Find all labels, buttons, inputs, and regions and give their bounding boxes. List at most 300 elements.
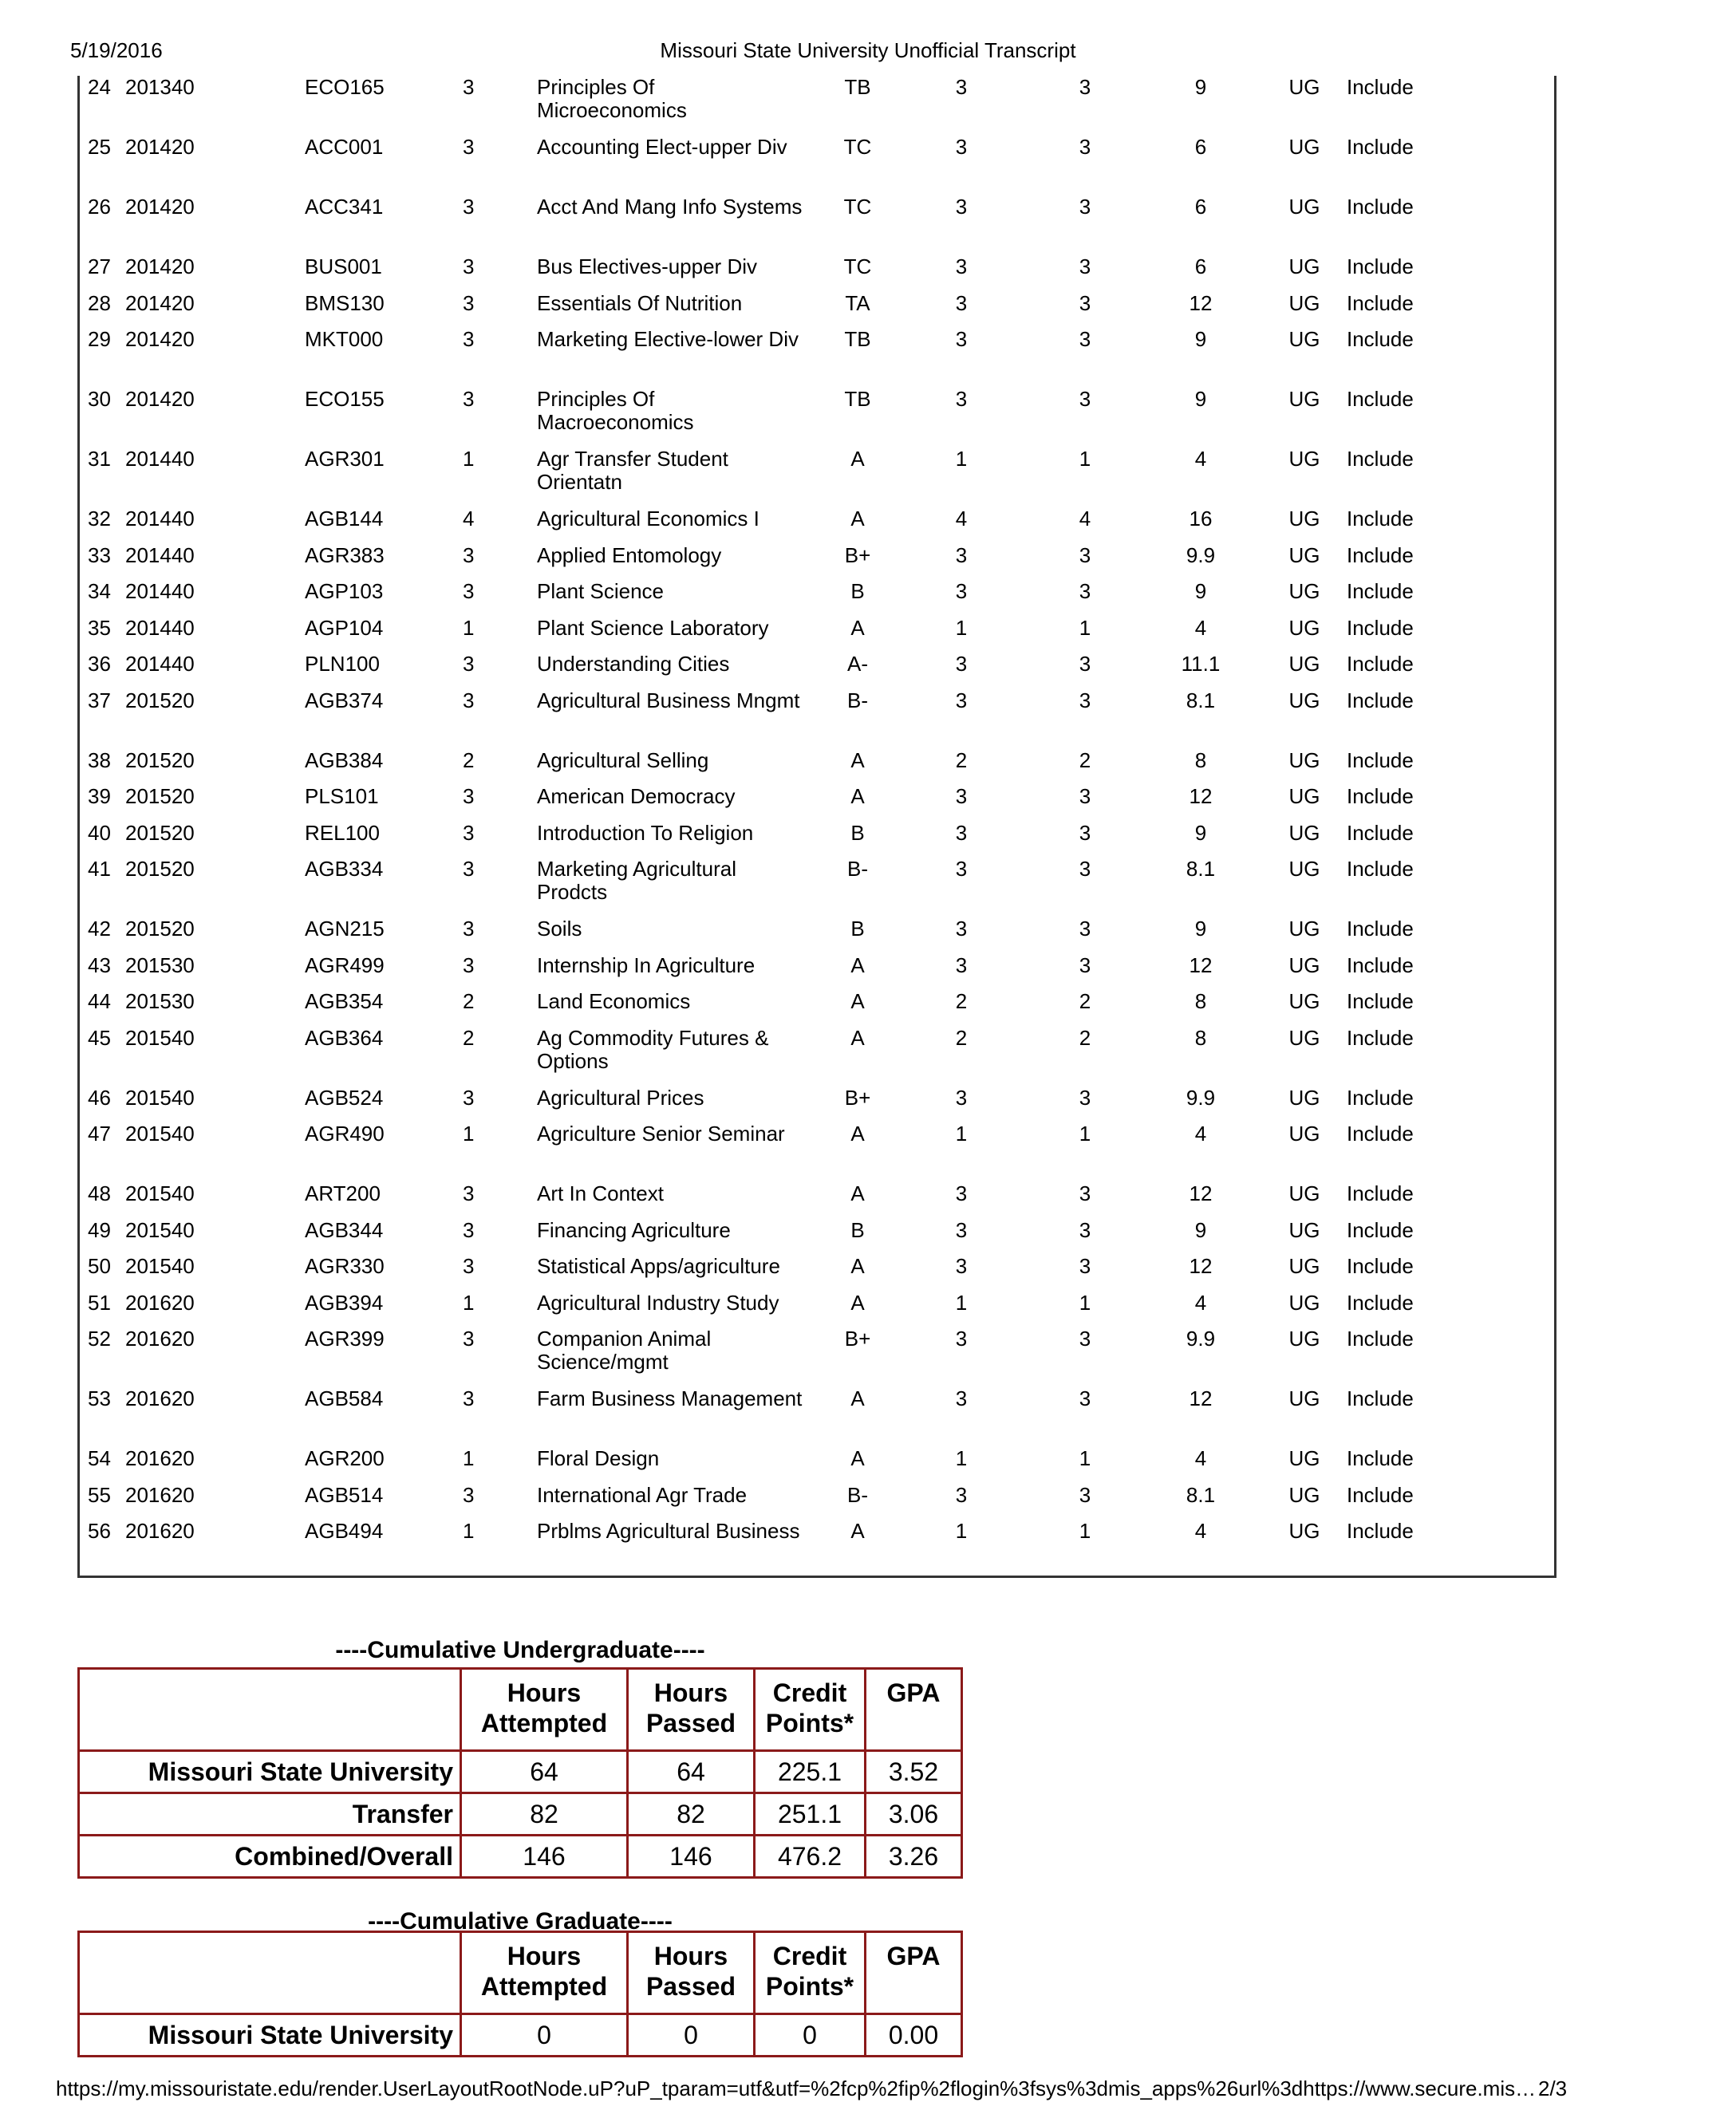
course-term: 201620: [125, 1290, 195, 1315]
course-grade: B+: [844, 1327, 871, 1351]
course-credits: 3: [463, 820, 475, 845]
course-credits: 3: [463, 387, 475, 411]
course-grade: TB: [844, 327, 871, 351]
course-grade: A: [850, 747, 865, 772]
course-level: UG: [1288, 507, 1320, 530]
header-passed: Hours Passed: [628, 1669, 755, 1751]
course-grade: TC: [843, 135, 872, 159]
course-number: 26: [88, 195, 111, 219]
course-grade: A: [850, 989, 865, 1013]
course-title: Agricultural Prices: [537, 1085, 704, 1110]
course-term: 201420: [125, 387, 195, 411]
course-row: [80, 1255, 1554, 1292]
course-grade: A: [850, 1446, 865, 1470]
course-status: Include: [1347, 1386, 1414, 1410]
course-hours-passed: 3: [1079, 1181, 1091, 1205]
course-level: UG: [1288, 1217, 1320, 1242]
course-term: 201440: [125, 652, 195, 676]
course-row: [80, 1087, 1554, 1123]
course-grade: B-: [847, 857, 868, 881]
row-passed: 82: [628, 1793, 755, 1836]
course-credit-points: 8.1: [1186, 857, 1216, 881]
course-number: 43: [88, 952, 111, 977]
course-title: Bus Electives-upper Div: [537, 254, 757, 278]
print-date: 5/19/2016: [70, 38, 163, 62]
header-blank: [79, 1669, 461, 1751]
course-number: 36: [88, 652, 111, 676]
course-term: 201520: [125, 784, 195, 808]
header-gpa: GPA: [866, 1669, 962, 1751]
course-hours-attempted: 3: [955, 1254, 968, 1278]
course-level: UG: [1288, 327, 1320, 351]
course-grade: A: [850, 1254, 865, 1278]
course-level: UG: [1288, 1122, 1320, 1146]
course-title: Plant Science Laboratory: [537, 615, 769, 640]
course-credits: 1: [463, 1122, 475, 1146]
course-code: BMS130: [305, 290, 385, 315]
course-credits: 3: [463, 1327, 475, 1351]
course-hours-attempted: 3: [955, 1327, 968, 1351]
course-hours-passed: 3: [1079, 1217, 1091, 1242]
course-hours-attempted: 1: [955, 1519, 968, 1543]
course-hours-attempted: 2: [955, 1025, 968, 1050]
course-level: UG: [1288, 952, 1320, 977]
course-credits: 3: [463, 688, 475, 712]
course-number: 35: [88, 615, 111, 640]
course-status: Include: [1347, 1482, 1414, 1507]
course-hours-passed: 3: [1079, 579, 1091, 603]
course-grade: TA: [845, 290, 870, 315]
course-status: Include: [1347, 615, 1414, 640]
course-term: 201440: [125, 542, 195, 567]
course-number: 44: [88, 989, 111, 1013]
course-status: Include: [1347, 1290, 1414, 1315]
row-points: 251.1: [755, 1793, 866, 1836]
course-number: 45: [88, 1025, 111, 1050]
course-title: Soils: [537, 917, 582, 941]
course-credit-points: 11.1: [1181, 652, 1221, 676]
course-code: AGB494: [305, 1519, 384, 1543]
course-row: [80, 749, 1554, 786]
course-grade: TB: [844, 387, 871, 411]
course-title: Introduction To Religion: [537, 820, 754, 845]
course-row: [80, 1447, 1554, 1484]
course-hours-attempted: 3: [955, 254, 968, 278]
row-points: 225.1: [755, 1751, 866, 1793]
course-title: Principles Of Macroeconomics: [537, 387, 694, 434]
course-hours-attempted: 4: [955, 507, 968, 530]
course-level: UG: [1288, 917, 1320, 941]
course-credits: 2: [463, 989, 475, 1013]
course-code: AGB344: [305, 1217, 384, 1242]
course-hours-attempted: 1: [955, 1290, 968, 1315]
course-status: Include: [1347, 1217, 1414, 1242]
course-code: AGR499: [305, 952, 385, 977]
course-status: Include: [1347, 75, 1414, 99]
course-title: International Agr Trade: [537, 1482, 748, 1507]
course-level: UG: [1288, 195, 1320, 219]
header-points: Credit Points*: [755, 1669, 866, 1751]
course-hours-attempted: 3: [955, 784, 968, 808]
course-credit-points: 6: [1194, 254, 1207, 278]
course-code: ACC341: [305, 195, 384, 219]
course-status: Include: [1347, 1327, 1414, 1351]
course-number: 27: [88, 254, 111, 278]
header-gpa: GPA: [866, 1932, 962, 2014]
course-credit-points: 6: [1194, 135, 1207, 159]
course-code: AGB584: [305, 1386, 384, 1410]
row-gpa: 3.52: [866, 1751, 962, 1793]
course-grade: A: [850, 952, 865, 977]
course-title: Farm Business Management: [537, 1386, 803, 1410]
course-row: [80, 1027, 1554, 1087]
course-status: Include: [1347, 784, 1414, 808]
course-credit-points: 16: [1189, 507, 1213, 530]
course-hours-passed: 3: [1079, 857, 1091, 881]
course-hours-passed: 3: [1079, 290, 1091, 315]
footer-url: https://my.missouristate.edu/render.UserLayoutRootNode.uP?uP_tparam=utf&utf=%2fcp%2fip%2flogin%3fsys%3dmis_apps%26url%3dhttps://www.secure.mis…: [56, 2077, 1537, 2100]
course-grade: A: [850, 1386, 865, 1410]
course-title: Ag Commodity Futures & Options: [537, 1025, 769, 1073]
course-credit-points: 4: [1194, 615, 1207, 640]
course-credits: 3: [463, 579, 475, 603]
course-hours-attempted: 3: [955, 542, 968, 567]
course-term: 201530: [125, 952, 195, 977]
graduate-title: ----Cumulative Graduate----: [368, 1908, 673, 1935]
row-attempted: 0: [461, 2014, 628, 2057]
course-credits: 3: [463, 1217, 475, 1242]
header-blank: [79, 1932, 461, 2014]
course-title: Statistical Apps/agriculture: [537, 1254, 780, 1278]
course-level: UG: [1288, 135, 1320, 159]
course-hours-passed: 1: [1079, 447, 1091, 471]
course-hours-passed: 3: [1079, 387, 1091, 411]
course-title: Land Economics: [537, 989, 691, 1013]
course-grade: A-: [847, 652, 868, 676]
course-row: [80, 255, 1554, 292]
course-title: Applied Entomology: [537, 542, 722, 567]
course-grade: B: [850, 579, 865, 603]
course-row: [80, 292, 1554, 329]
course-credits: 3: [463, 784, 475, 808]
course-number: 28: [88, 290, 111, 315]
course-term: 201420: [125, 327, 195, 351]
course-code: AGB144: [305, 507, 384, 530]
row-label: Transfer: [79, 1793, 461, 1836]
course-level: UG: [1288, 290, 1320, 315]
course-credits: 2: [463, 747, 475, 772]
course-term: 201520: [125, 857, 195, 881]
course-code: REL100: [305, 820, 380, 845]
course-number: 40: [88, 820, 111, 845]
course-hours-attempted: 3: [955, 195, 968, 219]
course-code: AGB394: [305, 1290, 384, 1315]
course-credit-points: 12: [1189, 1181, 1213, 1205]
course-hours-attempted: 3: [955, 1085, 968, 1110]
course-hours-passed: 1: [1079, 1122, 1091, 1146]
course-code: ACC001: [305, 135, 384, 159]
course-row: [80, 580, 1554, 617]
course-level: UG: [1288, 1482, 1320, 1507]
course-number: 53: [88, 1386, 111, 1410]
course-row: [80, 617, 1554, 653]
course-row: [80, 785, 1554, 822]
course-grade: TC: [843, 254, 872, 278]
course-credit-points: 9: [1194, 75, 1207, 99]
course-status: Include: [1347, 327, 1414, 351]
course-hours-passed: 3: [1079, 1482, 1091, 1507]
course-number: 25: [88, 135, 111, 159]
course-level: UG: [1288, 254, 1320, 278]
course-term: 201540: [125, 1085, 195, 1110]
undergrad-row-msu: [79, 1751, 962, 1793]
course-hours-passed: 1: [1079, 615, 1091, 640]
course-level: UG: [1288, 1025, 1320, 1050]
course-term: 201530: [125, 989, 195, 1013]
course-number: 54: [88, 1446, 111, 1470]
course-code: AGB364: [305, 1025, 384, 1050]
course-number: 52: [88, 1327, 111, 1351]
course-grade: A: [850, 784, 865, 808]
course-row: [80, 136, 1554, 195]
course-number: 38: [88, 747, 111, 772]
course-hours-passed: 1: [1079, 1290, 1091, 1315]
course-credit-points: 8: [1194, 1025, 1207, 1050]
course-hours-passed: 4: [1079, 507, 1091, 530]
course-term: 201540: [125, 1025, 195, 1050]
course-title: Floral Design: [537, 1446, 660, 1470]
course-status: Include: [1347, 1122, 1414, 1146]
course-grade: A: [850, 1122, 865, 1146]
course-status: Include: [1347, 952, 1414, 977]
course-row: [80, 1484, 1554, 1520]
header-passed: Hours Passed: [628, 1932, 755, 2014]
course-level: UG: [1288, 1386, 1320, 1410]
row-passed: 64: [628, 1751, 755, 1793]
course-row: [80, 1327, 1554, 1387]
course-title: Principles Of Microeconomics: [537, 75, 687, 122]
course-credit-points: 4: [1194, 447, 1207, 471]
course-credits: 3: [463, 1254, 475, 1278]
course-term: 201620: [125, 1519, 195, 1543]
course-credits: 4: [463, 507, 475, 530]
course-status: Include: [1347, 1446, 1414, 1470]
course-hours-passed: 2: [1079, 747, 1091, 772]
course-credit-points: 9: [1194, 579, 1207, 603]
course-row: [80, 954, 1554, 991]
course-term: 201540: [125, 1254, 195, 1278]
course-grade: B: [850, 917, 865, 941]
course-credits: 1: [463, 447, 475, 471]
course-row: [80, 1292, 1554, 1328]
course-hours-attempted: 3: [955, 1181, 968, 1205]
course-title: Prblms Agricultural Business: [537, 1519, 800, 1543]
course-level: UG: [1288, 447, 1320, 471]
course-status: Include: [1347, 688, 1414, 712]
course-code: PLS101: [305, 784, 379, 808]
course-credit-points: 9: [1194, 820, 1207, 845]
course-row: [80, 195, 1554, 255]
course-term: 201620: [125, 1386, 195, 1410]
course-code: AGB514: [305, 1482, 384, 1507]
course-credit-points: 8.1: [1186, 688, 1216, 712]
course-title: Agr Transfer Student Orientatn: [537, 447, 728, 494]
course-hours-attempted: 1: [955, 1446, 968, 1470]
course-hours-attempted: 3: [955, 652, 968, 676]
course-code: ECO165: [305, 75, 385, 99]
course-credits: 3: [463, 857, 475, 881]
header-attempted: Hours Attempted: [461, 1932, 628, 2014]
course-hours-passed: 1: [1079, 1446, 1091, 1470]
course-row: [80, 1182, 1554, 1219]
course-code: AGB374: [305, 688, 384, 712]
course-row: [80, 917, 1554, 954]
course-row: [80, 822, 1554, 858]
course-title: Agriculture Senior Seminar: [537, 1122, 785, 1146]
course-credits: 2: [463, 1025, 475, 1050]
undergrad-table: [77, 1667, 963, 1879]
course-credit-points: 9.9: [1186, 542, 1216, 567]
course-grade: B-: [847, 688, 868, 712]
course-number: 51: [88, 1290, 111, 1315]
course-hours-passed: 3: [1079, 784, 1091, 808]
course-credit-points: 4: [1194, 1122, 1207, 1146]
course-hours-passed: 3: [1079, 195, 1091, 219]
course-hours-passed: 3: [1079, 1085, 1091, 1110]
course-title: Agricultural Business Mngmt: [537, 688, 800, 712]
course-hours-passed: 3: [1079, 75, 1091, 99]
course-term: 201420: [125, 290, 195, 315]
course-grade: B+: [844, 542, 871, 567]
course-term: 201440: [125, 615, 195, 640]
course-hours-attempted: 1: [955, 615, 968, 640]
course-hours-passed: 3: [1079, 652, 1091, 676]
course-grade: A: [850, 1519, 865, 1543]
course-term: 201340: [125, 75, 195, 99]
course-status: Include: [1347, 290, 1414, 315]
row-label: Combined/Overall: [79, 1836, 461, 1878]
course-row: [80, 1520, 1554, 1580]
course-term: 201440: [125, 579, 195, 603]
course-status: Include: [1347, 652, 1414, 676]
course-credits: 3: [463, 1482, 475, 1507]
course-status: Include: [1347, 135, 1414, 159]
course-hours-passed: 3: [1079, 327, 1091, 351]
course-code: AGP104: [305, 615, 384, 640]
course-grade: A: [850, 1181, 865, 1205]
course-number: 42: [88, 917, 111, 941]
course-credits: 1: [463, 1519, 475, 1543]
course-status: Include: [1347, 1519, 1414, 1543]
course-code: AGN215: [305, 917, 385, 941]
course-grade: B: [850, 820, 865, 845]
course-level: UG: [1288, 1254, 1320, 1278]
course-hours-attempted: 3: [955, 579, 968, 603]
course-level: UG: [1288, 387, 1320, 411]
course-number: 34: [88, 579, 111, 603]
course-number: 30: [88, 387, 111, 411]
graduate-table: [77, 1931, 963, 2057]
course-number: 49: [88, 1217, 111, 1242]
course-hours-passed: 1: [1079, 1519, 1091, 1543]
course-credit-points: 8: [1194, 989, 1207, 1013]
course-hours-passed: 3: [1079, 1327, 1091, 1351]
course-number: 41: [88, 857, 111, 881]
course-code: AGR301: [305, 447, 385, 471]
course-title: Agricultural Selling: [537, 747, 709, 772]
course-row: [80, 1387, 1554, 1447]
course-credit-points: 4: [1194, 1519, 1207, 1543]
course-credit-points: 9.9: [1186, 1327, 1216, 1351]
course-title: Agricultural Industry Study: [537, 1290, 779, 1315]
course-term: 201420: [125, 254, 195, 278]
course-title: Plant Science: [537, 579, 664, 603]
course-term: 201540: [125, 1122, 195, 1146]
course-level: UG: [1288, 1446, 1320, 1470]
course-status: Include: [1347, 857, 1414, 881]
course-title: Marketing Elective-lower Div: [537, 327, 799, 351]
course-credits: 3: [463, 1085, 475, 1110]
course-number: 37: [88, 688, 111, 712]
course-credit-points: 12: [1189, 952, 1213, 977]
undergrad-header-row: [79, 1669, 962, 1751]
course-title: Marketing Agricultural Prodcts: [537, 857, 736, 904]
course-code: AGR399: [305, 1327, 385, 1351]
course-credit-points: 8.1: [1186, 1482, 1216, 1507]
undergrad-row-transfer: [79, 1793, 962, 1836]
course-credits: 3: [463, 290, 475, 315]
course-status: Include: [1347, 747, 1414, 772]
course-level: UG: [1288, 747, 1320, 772]
course-grade: A: [850, 1025, 865, 1050]
course-credit-points: 12: [1189, 784, 1213, 808]
course-credits: 3: [463, 1181, 475, 1205]
course-status: Include: [1347, 507, 1414, 530]
course-credits: 3: [463, 652, 475, 676]
course-number: 31: [88, 447, 111, 471]
course-term: 201440: [125, 447, 195, 471]
course-grade: TB: [844, 75, 871, 99]
course-hours-attempted: 3: [955, 952, 968, 977]
row-points: 0: [755, 2014, 866, 2057]
course-number: 48: [88, 1181, 111, 1205]
course-status: Include: [1347, 542, 1414, 567]
course-credit-points: 9: [1194, 387, 1207, 411]
course-level: UG: [1288, 1085, 1320, 1110]
course-credit-points: 4: [1194, 1446, 1207, 1470]
course-level: UG: [1288, 75, 1320, 99]
course-code: AGB354: [305, 989, 384, 1013]
course-row: [80, 507, 1554, 544]
course-title: Agricultural Economics I: [537, 507, 760, 530]
row-passed: 0: [628, 2014, 755, 2057]
row-label: Missouri State University: [79, 1751, 461, 1793]
course-hours-attempted: 3: [955, 75, 968, 99]
course-title: Acct And Mang Info Systems: [537, 195, 803, 219]
course-number: 32: [88, 507, 111, 530]
course-code: AGP103: [305, 579, 384, 603]
course-status: Include: [1347, 989, 1414, 1013]
course-grade: A: [850, 615, 865, 640]
course-hours-attempted: 3: [955, 857, 968, 881]
course-hours-attempted: 2: [955, 989, 968, 1013]
graduate-table-clip: [72, 1931, 973, 2049]
course-status: Include: [1347, 1254, 1414, 1278]
course-row: [80, 388, 1554, 448]
course-hours-attempted: 3: [955, 135, 968, 159]
course-credit-points: 6: [1194, 195, 1207, 219]
course-status: Include: [1347, 917, 1414, 941]
